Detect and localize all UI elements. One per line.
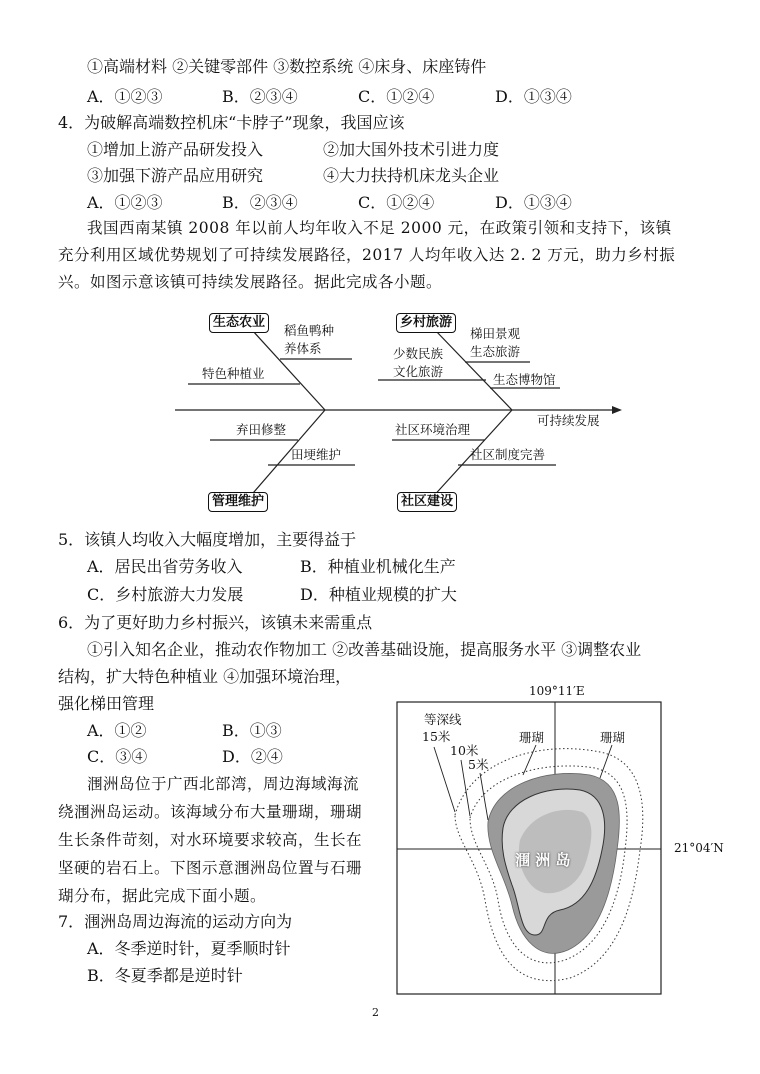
label-terrace-1: 梯田景观 [470,326,521,341]
q3-choice-d[interactable]: D．①③④ [495,87,572,106]
q5-choice-c[interactable]: C．乡村旅游大力发展 [87,585,244,604]
q3-choice-c[interactable]: C．①②④ [358,87,435,106]
label-eco-museum: 生态博物馆 [493,372,556,387]
label-specialty-planting: 特色种植业 [202,366,265,381]
passage2-line2: 绕涠洲岛运动。该海域分布大量珊瑚，珊瑚 [58,803,363,821]
q6-choice-a[interactable]: A．①② [87,721,147,740]
passage1-line1: 我国西南某镇 2008 年以前人均年收入不足 2000 元，在政策引领和支持下，该镇 [87,219,672,237]
q7-stem: 7．涠洲岛周边海流的运动方向为 [58,912,293,931]
label-rice-fish-duck-1: 稻鱼鸭种 [284,323,335,338]
box-rural-tourism: 乡村旅游 [396,313,456,333]
q4-choice-b[interactable]: B．②③④ [222,193,298,212]
map-island-name: 涠 洲 岛 [515,851,571,869]
q4-item-2: ②加大国外技术引进力度 [323,140,500,159]
q3-choice-a[interactable]: A．①②③ [87,87,163,106]
label-ridge-maintenance: 田埂维护 [291,447,342,462]
passage2-line4: 坚硬的岩石上。下图示意涠洲岛位置与石珊 [58,859,363,877]
q6-choice-c[interactable]: C．③④ [87,747,148,766]
q4-item-4: ④大力扶持机床龙头企业 [323,166,500,185]
q4-item-3: ③加强下游产品应用研究 [87,166,264,185]
label-abandoned-fields: 弃田修整 [236,422,287,437]
q6-line1: ①引入知名企业，推动农作物加工 ②改善基础设施，提高服务水平 ③调整农业 [87,640,642,659]
q3-choice-b[interactable]: B．②③④ [222,87,298,106]
map-coral-label-1: 珊瑚 [519,730,545,745]
q6-choice-d[interactable]: D．②④ [222,747,283,766]
page-number: 2 [372,1006,379,1019]
q6-line2: 结构，扩大特色种植业 ④加强环境治理， [58,667,352,686]
passage2-line5: 瑚分布，据此完成下面小题。 [58,887,267,905]
q5-choice-b[interactable]: B．种植业机械化生产 [300,557,456,576]
passage2-line3: 生长条件苛刻，对水环境要求较高，生长在 [58,831,363,849]
q4-item-1: ①增加上游产品研发投入 [87,140,264,159]
q4-stem: 4．为破解高端数控机床“卡脖子”现象，我国应该 [58,113,405,132]
label-minority-2: 文化旅游 [393,364,444,379]
q7-choice-a[interactable]: A．冬季逆时针，夏季顺时针 [87,939,291,958]
passage2-line1: 涠洲岛位于广西北部湾，周边海域海流 [87,775,360,793]
q6-line3: 强化梯田管理 [58,694,155,713]
map-depth-15: 15米 [422,729,451,744]
map-depth-10: 10米 [450,743,479,758]
passage1-line3: 兴。如图示意该镇可持续发展路径。据此完成各小题。 [58,273,443,291]
map-depth-5: 5米 [468,757,489,772]
label-community-system: 社区制度完善 [470,447,546,462]
label-community-env: 社区环境治理 [395,422,471,437]
box-eco-agriculture: 生态农业 [209,313,269,333]
map-longitude: 109°11′E [529,684,585,698]
label-minority-1: 少数民族 [393,346,444,361]
q4-choice-c[interactable]: C．①②④ [358,193,435,212]
q6-stem: 6．为了更好助力乡村振兴，该镇未来需重点 [58,613,373,632]
passage1-line2: 充分利用区域优势规划了可持续发展路径，2017 人均年收入达 2. 2 万元，助力乡村振 [58,246,676,264]
q6-choice-b[interactable]: B．①③ [222,721,282,740]
q7-choice-b[interactable]: B．冬夏季都是逆时针 [87,966,243,985]
label-terrace-2: 生态旅游 [470,344,521,359]
map-latitude: 21°04′N [674,841,724,855]
q3-options-list: ①高端材料 ②关键零部件 ③数控系统 ④床身、床座铸件 [87,57,487,76]
q4-choice-a[interactable]: A．①②③ [87,193,163,212]
label-rice-fish-duck-2: 养体系 [284,341,322,356]
map-isobath-label: 等深线 [424,712,462,727]
q5-choice-a[interactable]: A．居民出省劳务收入 [87,557,243,576]
box-management: 管理维护 [208,492,268,512]
q4-choice-d[interactable]: D．①③④ [495,193,572,212]
q5-choice-d[interactable]: D．种植业规模的扩大 [300,585,457,604]
map-coral-label-2: 珊瑚 [600,730,626,745]
q5-stem: 5．该镇人均收入大幅度增加，主要得益于 [58,530,357,549]
label-sustainable: 可持续发展 [537,413,600,428]
box-community: 社区建设 [397,492,457,512]
